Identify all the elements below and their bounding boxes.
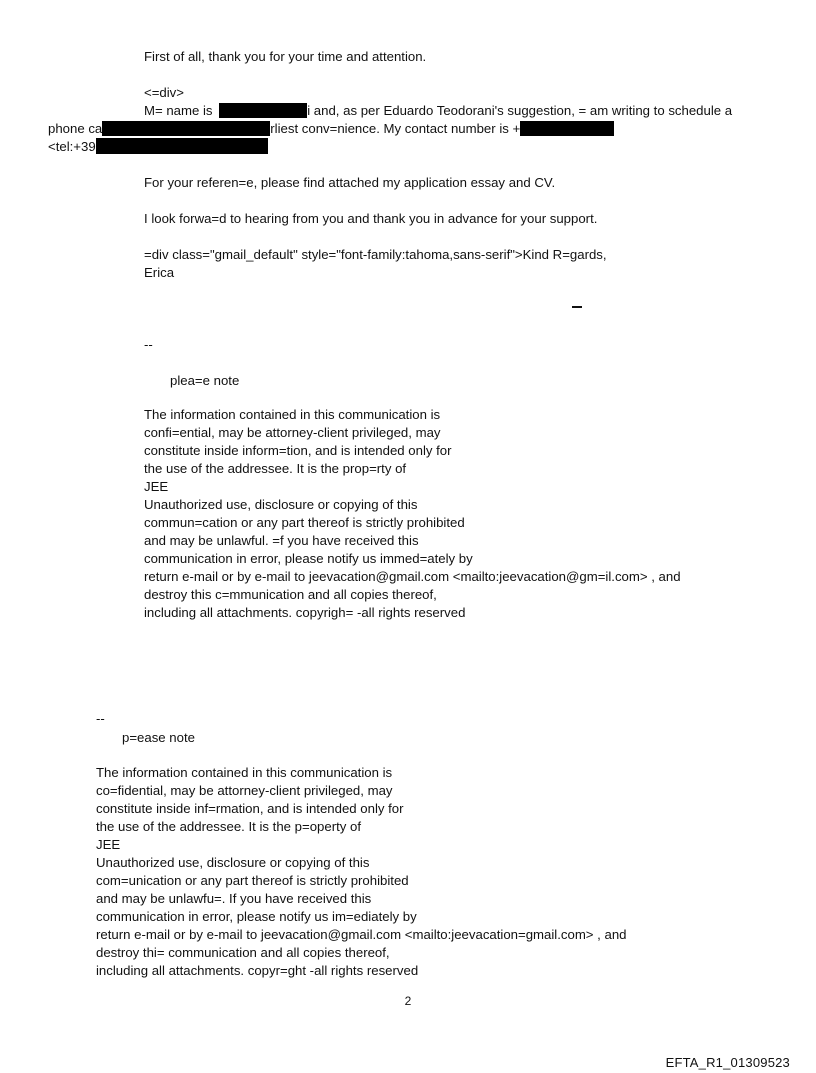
notice2-line: co=fidential, may be attorney-client privileged, may — [96, 783, 393, 798]
notice2-line: Unauthorized use, disclosure or copying of this — [96, 855, 370, 870]
notice2-line: constitute inside inf=rmation, and is intended only for — [96, 801, 404, 816]
notice1-line: The information contained in this communication is — [144, 407, 441, 422]
name-line — [144, 102, 732, 120]
notice1-line: destroy this c=mmunication and all copies thereof, — [144, 587, 437, 602]
notice2-line: and may be unlawfu=. If you have received this — [96, 891, 372, 906]
notice1-line: including all attachments. copyrigh= -all rights reserved — [144, 605, 466, 620]
notice1-line: return e-mail or by e-mail to jeevacation@gmail.com <mailto:jeevacation@gm=il.com> , and — [144, 569, 681, 584]
redaction-box — [520, 121, 614, 136]
notice1-line: and may be unlawful. =f you have received this — [144, 533, 419, 548]
notice2-heading: p=ease note — [122, 730, 195, 745]
phone-line-middle: rliest conv=nience. My contact number is + — [270, 121, 521, 136]
name-line-suffix: i and, as per Eduardo Teodorani's suggestion, = am writing to schedule a — [307, 103, 733, 118]
document-id: EFTA_R1_01309523 — [665, 1055, 790, 1070]
notice2-line: communication in error, please notify us im=ediately by — [96, 909, 417, 924]
notice1-line: JEE — [144, 479, 169, 494]
signature-div-line: =div class="gmail_default" style="font-family:tahoma,sans-serif">Kind R=gards, — [144, 247, 607, 262]
redaction-box — [219, 103, 307, 118]
phone-line — [48, 120, 614, 138]
notice1-heading: plea=e note — [170, 373, 240, 388]
reference-line: For your referen=e, please find attached my application essay and CV. — [144, 175, 556, 190]
name-line-prefix: M= name is — [144, 103, 213, 118]
notice2-line: JEE — [96, 837, 121, 852]
notice2-separator: -- — [96, 711, 105, 726]
notice2-line: destroy thi= communication and all copies thereof, — [96, 945, 390, 960]
page-number: 2 — [404, 994, 412, 1008]
redaction-box — [96, 138, 268, 154]
notice1-line: commun=cation or any part thereof is strictly prohibited — [144, 515, 465, 530]
signature-name: Erica — [144, 265, 175, 280]
look-forward-line: I look forwa=d to hearing from you and thank you in advance for your support. — [144, 211, 598, 226]
tel-line — [48, 138, 268, 156]
dash-mark — [572, 306, 582, 308]
notice2-line: com=unication or any part thereof is strictly prohibited — [96, 873, 409, 888]
notice2-line: including all attachments. copyr=ght -all rights reserved — [96, 963, 419, 978]
notice1-separator: -- — [144, 337, 153, 352]
phone-line-prefix: phone ca — [48, 121, 103, 136]
notice1-line: the use of the addressee. It is the prop=rty of — [144, 461, 407, 476]
notice1-line: constitute inside inform=tion, and is intended only for — [144, 443, 452, 458]
tel-line-prefix: <tel:+39 — [48, 139, 96, 154]
redaction-box — [102, 121, 270, 136]
notice1-line: Unauthorized use, disclosure or copying of this — [144, 497, 418, 512]
notice2-line: return e-mail or by e-mail to jeevacation@gmail.com <mailto:jeevacation=gmail.com> , and — [96, 927, 627, 942]
notice2-line: The information contained in this communication is — [96, 765, 393, 780]
notice2-line: the use of the addressee. It is the p=operty of — [96, 819, 362, 834]
notice1-line: confi=ential, may be attorney-client privileged, may — [144, 425, 441, 440]
notice1-line: communication in error, please notify us immed=ately by — [144, 551, 473, 566]
div-tag-line: <=div> — [144, 85, 184, 100]
intro-line: First of all, thank you for your time and attention. — [144, 49, 427, 64]
